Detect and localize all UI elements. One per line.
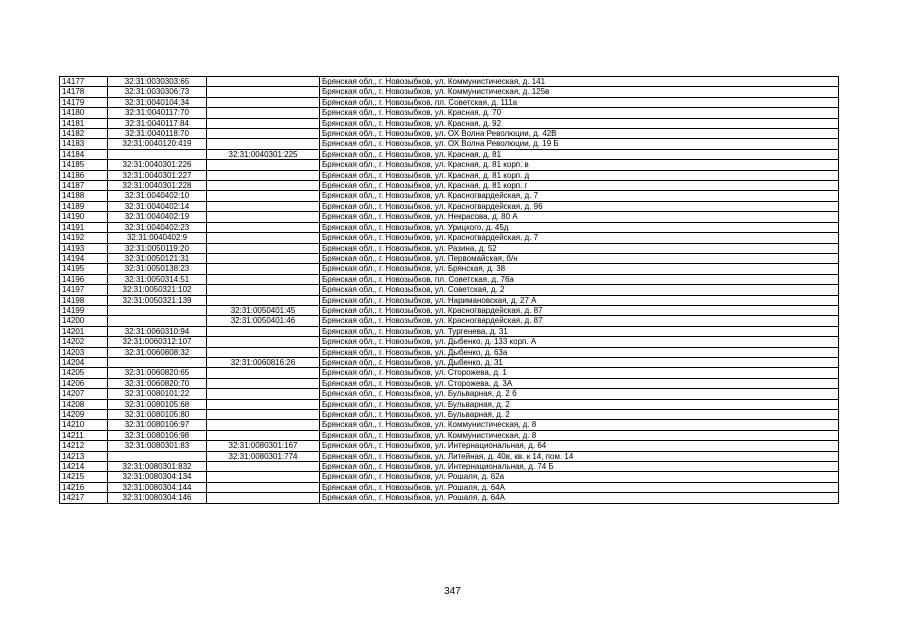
row-number-cell: 14179 <box>60 97 108 107</box>
table-row <box>60 201 839 211</box>
cadastral-number-secondary-cell <box>207 274 320 284</box>
row-number-cell: 14182 <box>60 129 108 139</box>
row-number-cell: 14201 <box>60 326 108 336</box>
cadastral-number-cell <box>108 451 207 461</box>
cadastral-number-cell <box>108 357 207 367</box>
cadastral-number-secondary-cell: 32:31:0080301:167 <box>207 441 320 451</box>
cadastral-number-secondary-cell <box>207 326 320 336</box>
address-cell: Брянская обл., г. Новозыбков, ул. Коммунистическая, д. 125в <box>320 87 839 97</box>
cadastral-number-secondary-cell <box>207 285 320 295</box>
row-number-cell: 14210 <box>60 420 108 430</box>
cadastral-number-secondary-cell: 32:31:0040301:225 <box>207 149 320 159</box>
row-number-cell: 14191 <box>60 222 108 232</box>
cadastral-number-cell: 32:31:0040402:9 <box>108 233 207 243</box>
table-row <box>60 212 839 222</box>
row-number-cell: 14207 <box>60 389 108 399</box>
cadastral-number-secondary-cell <box>207 410 320 420</box>
table-row <box>60 337 839 347</box>
address-cell: Брянская обл., г. Новозыбков, ул. Дыбенко, д. 31 <box>320 357 839 367</box>
cadastral-number-cell: 32:31:0030306:73 <box>108 87 207 97</box>
row-number-cell: 14217 <box>60 493 108 503</box>
row-number-cell: 14178 <box>60 87 108 97</box>
row-number-cell: 14214 <box>60 462 108 472</box>
table-row <box>60 305 839 315</box>
cadastral-number-secondary-cell <box>207 201 320 211</box>
table-row <box>60 441 839 451</box>
address-cell: Брянская обл., г. Новозыбков, ул. Дыбенко, д. 133 корп. А <box>320 337 839 347</box>
table-row <box>60 149 839 159</box>
cadastral-number-secondary-cell <box>207 378 320 388</box>
cadastral-number-secondary-cell <box>207 118 320 128</box>
cadastral-number-secondary-cell: 32:31:0050401:45 <box>207 305 320 315</box>
cadastral-number-cell: 32:31:0080304:146 <box>108 493 207 503</box>
table-row <box>60 430 839 440</box>
cadastral-number-secondary-cell <box>207 420 320 430</box>
cadastral-number-cell: 32:31:0080105:68 <box>108 399 207 409</box>
cadastral-number-secondary-cell <box>207 170 320 180</box>
cadastral-number-secondary-cell <box>207 77 320 87</box>
row-number-cell: 14205 <box>60 368 108 378</box>
row-number-cell: 14184 <box>60 149 108 159</box>
row-number-cell: 14199 <box>60 305 108 315</box>
address-cell: Брянская обл., г. Новозыбков, ул. Красная, д. 81 корп. д <box>320 170 839 180</box>
address-cell: Брянская обл., г. Новозыбков, ул. Красногвардейская, д. 96 <box>320 201 839 211</box>
table-row <box>60 472 839 482</box>
address-cell: Брянская обл., г. Новозыбков, ул. Коммунистическая, д. 8 <box>320 420 839 430</box>
register-table-body <box>60 77 839 504</box>
cadastral-number-cell: 32:31:0040402:23 <box>108 222 207 232</box>
table-row <box>60 181 839 191</box>
address-cell: Брянская обл., г. Новозыбков, ул. ОХ Волна Революции, д. 42В <box>320 129 839 139</box>
cadastral-number-secondary-cell <box>207 430 320 440</box>
cadastral-number-secondary-cell <box>207 212 320 222</box>
row-number-cell: 14203 <box>60 347 108 357</box>
table-row <box>60 274 839 284</box>
cadastral-number-secondary-cell <box>207 462 320 472</box>
cadastral-number-secondary-cell <box>207 139 320 149</box>
cadastral-number-secondary-cell <box>207 222 320 232</box>
cadastral-number-secondary-cell <box>207 368 320 378</box>
address-cell: Брянская обл., г. Новозыбков, ул. Коммунистическая, д. 141 <box>320 77 839 87</box>
cadastral-number-cell: 32:31:0060820:70 <box>108 378 207 388</box>
table-row <box>60 87 839 97</box>
cadastral-number-secondary-cell: 32:31:0060816:26 <box>207 357 320 367</box>
table-row <box>60 295 839 305</box>
table-row <box>60 233 839 243</box>
cadastral-number-secondary-cell <box>207 347 320 357</box>
table-row <box>60 118 839 128</box>
cadastral-number-secondary-cell: 32:31:0080301:774 <box>207 451 320 461</box>
address-cell: Брянская обл., г. Новозыбков, ул. ОХ Волна Революции, д. 19 Б <box>320 139 839 149</box>
table-row <box>60 222 839 232</box>
cadastral-number-cell: 32:31:0080304:144 <box>108 482 207 492</box>
document-page <box>59 76 838 504</box>
register-table <box>59 76 839 504</box>
row-number-cell: 14177 <box>60 77 108 87</box>
cadastral-number-cell: 32:31:0080106:98 <box>108 430 207 440</box>
table-row <box>60 191 839 201</box>
address-cell: Брянская обл., г. Новозыбков, ул. Разина, д. 52 <box>320 243 839 253</box>
table-row <box>60 462 839 472</box>
row-number-cell: 14183 <box>60 139 108 149</box>
cadastral-number-cell <box>108 149 207 159</box>
address-cell: Брянская обл., г. Новозыбков, ул. Некрасова, д. 80 А <box>320 212 839 222</box>
row-number-cell: 14197 <box>60 285 108 295</box>
cadastral-number-cell: 32:31:0050321:102 <box>108 285 207 295</box>
cadastral-number-secondary-cell <box>207 181 320 191</box>
table-row <box>60 482 839 492</box>
table-row <box>60 170 839 180</box>
row-number-cell: 14192 <box>60 233 108 243</box>
address-cell: Брянская обл., г. Новозыбков, ул. Красная, д. 81 корп. г <box>320 181 839 191</box>
cadastral-number-cell: 32:31:0080301:83 <box>108 441 207 451</box>
address-cell: Брянская обл., г. Новозыбков, ул. Урицкого, д. 45д <box>320 222 839 232</box>
address-cell: Брянская обл., г. Новозыбков, ул. Первомайская, б/н <box>320 253 839 263</box>
table-row <box>60 316 839 326</box>
address-cell: Брянская обл., г. Новозыбков, пл. Советская, д. 76а <box>320 274 839 284</box>
address-cell: Брянская обл., г. Новозыбков, ул. Красная, д. 81 корп. в <box>320 160 839 170</box>
table-row <box>60 285 839 295</box>
row-number-cell: 14212 <box>60 441 108 451</box>
page-number: 347 <box>444 586 461 597</box>
row-number-cell: 14206 <box>60 378 108 388</box>
cadastral-number-secondary-cell <box>207 233 320 243</box>
row-number-cell: 14204 <box>60 357 108 367</box>
cadastral-number-secondary-cell <box>207 160 320 170</box>
address-cell: Брянская обл., г. Новозыбков, ул. Советская, д. 2 <box>320 285 839 295</box>
address-cell: Брянская обл., г. Новозыбков, ул. Дыбенко, д. 63а <box>320 347 839 357</box>
address-cell: Брянская обл., г. Новозыбков, ул. Красная, д. 70 <box>320 108 839 118</box>
cadastral-number-secondary-cell <box>207 389 320 399</box>
table-row <box>60 347 839 357</box>
address-cell: Брянская обл., г. Новозыбков, ул. Красная, д. 81 <box>320 149 839 159</box>
address-cell: Брянская обл., г. Новозыбков, ул. Интернациональная, д. 74 Б <box>320 462 839 472</box>
cadastral-number-cell: 32:31:0040301:227 <box>108 170 207 180</box>
table-row <box>60 108 839 118</box>
cadastral-number-secondary-cell <box>207 243 320 253</box>
cadastral-number-cell: 32:31:0040301:226 <box>108 160 207 170</box>
row-number-cell: 14186 <box>60 170 108 180</box>
cadastral-number-cell: 32:31:0060808:32 <box>108 347 207 357</box>
row-number-cell: 14195 <box>60 264 108 274</box>
cadastral-number-secondary-cell <box>207 97 320 107</box>
row-number-cell: 14196 <box>60 274 108 284</box>
address-cell: Брянская обл., г. Новозыбков, ул. Тургенева, д. 31 <box>320 326 839 336</box>
table-row <box>60 264 839 274</box>
row-number-cell: 14211 <box>60 430 108 440</box>
cadastral-number-cell: 32:31:0080301:832 <box>108 462 207 472</box>
row-number-cell: 14185 <box>60 160 108 170</box>
table-row <box>60 129 839 139</box>
cadastral-number-cell: 32:31:0040402:14 <box>108 201 207 211</box>
cadastral-number-secondary-cell <box>207 129 320 139</box>
cadastral-number-cell: 32:31:0050138:23 <box>108 264 207 274</box>
cadastral-number-cell: 32:31:0080106:97 <box>108 420 207 430</box>
address-cell: Брянская обл., г. Новозыбков, ул. Бульварная, д. 2 <box>320 399 839 409</box>
address-cell: Брянская обл., г. Новозыбков, ул. Красногвардейская, д. 7 <box>320 233 839 243</box>
table-row <box>60 451 839 461</box>
address-cell: Брянская обл., г. Новозыбков, ул. Рошаля, д. 62а <box>320 472 839 482</box>
cadastral-number-cell <box>108 305 207 315</box>
row-number-cell: 14202 <box>60 337 108 347</box>
address-cell: Брянская обл., г. Новозыбков, ул. Красная, д. 92 <box>320 118 839 128</box>
cadastral-number-cell: 32:31:0050321:139 <box>108 295 207 305</box>
cadastral-number-secondary-cell <box>207 87 320 97</box>
cadastral-number-secondary-cell <box>207 253 320 263</box>
cadastral-number-cell: 32:31:0050314:51 <box>108 274 207 284</box>
address-cell: Брянская обл., г. Новозыбков, ул. Наримановская, д. 27 А <box>320 295 839 305</box>
row-number-cell: 14216 <box>60 482 108 492</box>
table-row <box>60 368 839 378</box>
cadastral-number-secondary-cell <box>207 264 320 274</box>
cadastral-number-secondary-cell: 32:31:0050401:46 <box>207 316 320 326</box>
cadastral-number-secondary-cell <box>207 493 320 503</box>
row-number-cell: 14190 <box>60 212 108 222</box>
row-number-cell: 14188 <box>60 191 108 201</box>
address-cell: Брянская обл., г. Новозыбков, ул. Литейная, д. 40в, кв. к 14, пом. 14 <box>320 451 839 461</box>
table-row <box>60 326 839 336</box>
cadastral-number-cell: 32:31:0040118:70 <box>108 129 207 139</box>
row-number-cell: 14200 <box>60 316 108 326</box>
cadastral-number-cell: 32:31:0080304:134 <box>108 472 207 482</box>
table-row <box>60 420 839 430</box>
row-number-cell: 14208 <box>60 399 108 409</box>
table-row <box>60 410 839 420</box>
address-cell: Брянская обл., г. Новозыбков, ул. Рошаля, д. 64А <box>320 482 839 492</box>
address-cell: Брянская обл., г. Новозыбков, ул. Интернациональная, д. 64 <box>320 441 839 451</box>
cadastral-number-cell: 32:31:0060310:94 <box>108 326 207 336</box>
address-cell: Брянская обл., г. Новозыбков, ул. Рошаля, д. 64А <box>320 493 839 503</box>
address-cell: Брянская обл., г. Новозыбков, ул. Коммунистическая, д. 8 <box>320 430 839 440</box>
cadastral-number-cell <box>108 316 207 326</box>
address-cell: Брянская обл., г. Новозыбков, ул. Красногвардейская, д. 87 <box>320 305 839 315</box>
row-number-cell: 14215 <box>60 472 108 482</box>
table-row <box>60 493 839 503</box>
cadastral-number-cell: 32:31:0040117:84 <box>108 118 207 128</box>
table-row <box>60 97 839 107</box>
cadastral-number-cell: 32:31:0040120:419 <box>108 139 207 149</box>
address-cell: Брянская обл., г. Новозыбков, ул. Красногвардейская, д. 7 <box>320 191 839 201</box>
cadastral-number-secondary-cell <box>207 337 320 347</box>
row-number-cell: 14181 <box>60 118 108 128</box>
table-row <box>60 357 839 367</box>
table-row <box>60 389 839 399</box>
cadastral-number-secondary-cell <box>207 108 320 118</box>
cadastral-number-cell: 32:31:0060312:107 <box>108 337 207 347</box>
table-row <box>60 139 839 149</box>
table-row <box>60 399 839 409</box>
cadastral-number-cell: 32:31:0080105:80 <box>108 410 207 420</box>
cadastral-number-cell: 32:31:0040402:10 <box>108 191 207 201</box>
cadastral-number-secondary-cell <box>207 482 320 492</box>
row-number-cell: 14187 <box>60 181 108 191</box>
address-cell: Брянская обл., г. Новозыбков, ул. Сторожева, д. 3А <box>320 378 839 388</box>
cadastral-number-secondary-cell <box>207 191 320 201</box>
row-number-cell: 14213 <box>60 451 108 461</box>
address-cell: Брянская обл., г. Новозыбков, ул. Бульварная, д. 2 б <box>320 389 839 399</box>
cadastral-number-secondary-cell <box>207 295 320 305</box>
address-cell: Брянская обл., г. Новозыбков, ул. Сторожева, д. 1 <box>320 368 839 378</box>
cadastral-number-secondary-cell <box>207 472 320 482</box>
row-number-cell: 14180 <box>60 108 108 118</box>
table-row <box>60 77 839 87</box>
table-row <box>60 243 839 253</box>
table-row <box>60 253 839 263</box>
row-number-cell: 14194 <box>60 253 108 263</box>
address-cell: Брянская обл., г. Новозыбков, ул. Бульварная, д. 2 <box>320 410 839 420</box>
cadastral-number-cell: 32:31:0040104:34 <box>108 97 207 107</box>
row-number-cell: 14198 <box>60 295 108 305</box>
row-number-cell: 14193 <box>60 243 108 253</box>
cadastral-number-cell: 32:31:0040402:19 <box>108 212 207 222</box>
row-number-cell: 14209 <box>60 410 108 420</box>
table-row <box>60 378 839 388</box>
cadastral-number-cell: 32:31:0050119:20 <box>108 243 207 253</box>
cadastral-number-cell: 32:31:0040117:70 <box>108 108 207 118</box>
cadastral-number-cell: 32:31:0050121:31 <box>108 253 207 263</box>
cadastral-number-cell: 32:31:0040301:228 <box>108 181 207 191</box>
cadastral-number-cell: 32:31:0060820:65 <box>108 368 207 378</box>
address-cell: Брянская обл., г. Новозыбков, пл. Советская, д. 111а <box>320 97 839 107</box>
cadastral-number-cell: 32:31:0030303:65 <box>108 77 207 87</box>
cadastral-number-cell: 32:31:0080101:22 <box>108 389 207 399</box>
cadastral-number-secondary-cell <box>207 399 320 409</box>
row-number-cell: 14189 <box>60 201 108 211</box>
address-cell: Брянская обл., г. Новозыбков, ул. Брянская, д. 38 <box>320 264 839 274</box>
address-cell: Брянская обл., г. Новозыбков, ул. Красногвардейская, д. 87 <box>320 316 839 326</box>
table-row <box>60 160 839 170</box>
